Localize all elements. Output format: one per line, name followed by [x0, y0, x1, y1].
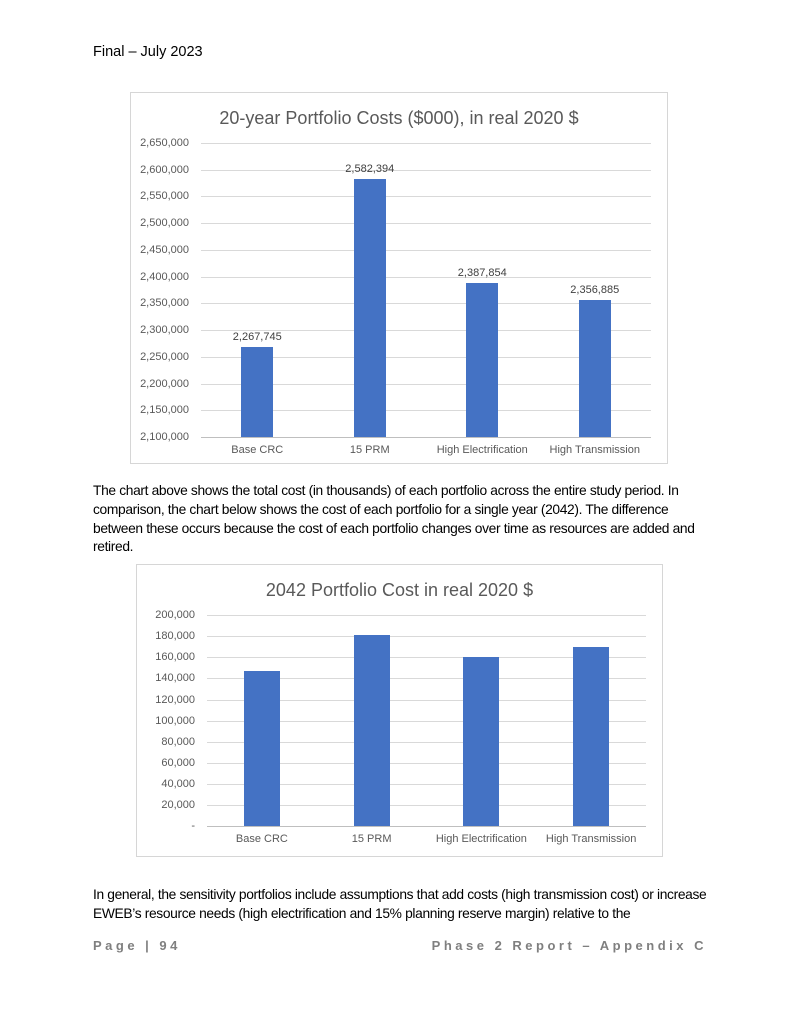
chart-title: 2042 Portfolio Cost in real 2020 $ — [265, 580, 534, 601]
bar-base-crc — [244, 671, 280, 826]
bar-slot — [201, 143, 314, 437]
chart-plot — [137, 609, 662, 850]
bar-data-label: 2,356,885 — [570, 283, 620, 296]
bar-data-label: 2,267,745 — [232, 331, 282, 344]
y-axis-tick-label: 2,300,000 — [140, 324, 189, 337]
footer-report-title: Phase 2 Report – Appendix C — [431, 938, 707, 953]
y-axis-tick-label: 2,650,000 — [140, 137, 189, 149]
x-axis-category-label: Base CRC — [231, 444, 284, 456]
bar-high-transmission — [570, 283, 620, 437]
y-axis-tick-label: 80,000 — [161, 735, 195, 748]
y-axis-tick-label: 20,000 — [161, 799, 195, 812]
y-axis-tick-label: 2,250,000 — [140, 350, 189, 363]
y-axis-tick-label: 2,450,000 — [140, 243, 189, 256]
y-axis-tick-label: 2,600,000 — [140, 163, 189, 176]
doc-header: Final – July 2023 — [93, 44, 203, 60]
y-axis-tick-label: - — [191, 820, 195, 833]
y-axis-tick-label: 2,200,000 — [140, 377, 189, 390]
x-axis-category-label: High Transmission — [549, 444, 640, 456]
paragraph-between-charts: The chart above shows the total cost (in thousands) of each portfolio across the entire study period. In comparison, the chart below shows the cost of each portfolio for a single year (2042). The difference between these occurs because the cost of each portfolio changes over time as resources are added and retired. — [93, 483, 695, 555]
bar-data-label: 2,387,854 — [457, 267, 507, 280]
y-axis-tick-label: 200,000 — [155, 609, 195, 622]
bar-slot — [536, 615, 646, 826]
y-axis-tick-label: 160,000 — [155, 651, 195, 664]
x-axis — [207, 826, 646, 850]
y-axis-tick-label: 100,000 — [155, 714, 195, 727]
bar-high-electrification — [457, 267, 507, 437]
y-axis-tick-label: 40,000 — [161, 777, 195, 790]
y-axis-tick-label: 2,150,000 — [140, 404, 189, 417]
y-axis-tick-label: 180,000 — [155, 630, 195, 643]
bars — [201, 143, 651, 437]
y-axis — [137, 609, 201, 833]
bar-slot — [427, 615, 537, 826]
x-axis-category-label: High Electrification — [435, 833, 527, 846]
chart-title: 20-year Portfolio Costs ($000), in real 2020 $ — [219, 108, 579, 128]
y-axis — [131, 137, 195, 443]
bar-slot — [317, 615, 427, 826]
bar-data-label: 2,582,394 — [345, 163, 395, 176]
chart-2042-portfolio-cost — [136, 564, 663, 857]
x-axis-category-label: Base CRC — [235, 833, 288, 846]
paragraph-after-charts: In general, the sensitivity portfolios include assumptions that add costs (high transmission cost) or increase EWEB’s resource needs (high electrification and 15% planning reserve margin) relative to the — [93, 887, 707, 921]
bar-high-transmission — [573, 647, 609, 826]
bar-15-prm — [354, 635, 390, 826]
page-number: Page | 94 — [93, 938, 181, 953]
x-axis-category-label: 15 PRM — [351, 833, 392, 846]
chart-20-year-portfolio-costs — [130, 92, 668, 464]
bars — [207, 615, 646, 826]
bar-slot — [426, 143, 539, 437]
x-axis-category-label: 15 PRM — [349, 444, 390, 456]
bar-slot — [314, 143, 427, 437]
plot-area — [201, 143, 651, 437]
y-axis-tick-label: 2,100,000 — [140, 431, 189, 443]
y-axis-tick-label: 2,550,000 — [140, 190, 189, 203]
bar-high-electrification — [463, 657, 499, 826]
y-axis-tick-label: 140,000 — [155, 672, 195, 685]
x-axis — [201, 437, 651, 461]
y-axis-tick-label: 2,400,000 — [140, 270, 189, 283]
y-axis-tick-label: 120,000 — [155, 693, 195, 706]
y-axis-tick-label: 2,350,000 — [140, 297, 189, 310]
bar-15-prm — [345, 163, 395, 437]
doc-footer — [93, 938, 707, 953]
bar-slot — [539, 143, 652, 437]
x-axis-category-label: High Transmission — [545, 833, 637, 846]
bar-base-crc — [232, 331, 282, 437]
chart-plot — [131, 137, 667, 461]
plot-area — [207, 615, 646, 826]
bar-slot — [207, 615, 317, 826]
y-axis-tick-label: 60,000 — [161, 756, 195, 769]
y-axis-tick-label: 2,500,000 — [140, 217, 189, 230]
x-axis-category-label: High Electrification — [436, 444, 528, 456]
